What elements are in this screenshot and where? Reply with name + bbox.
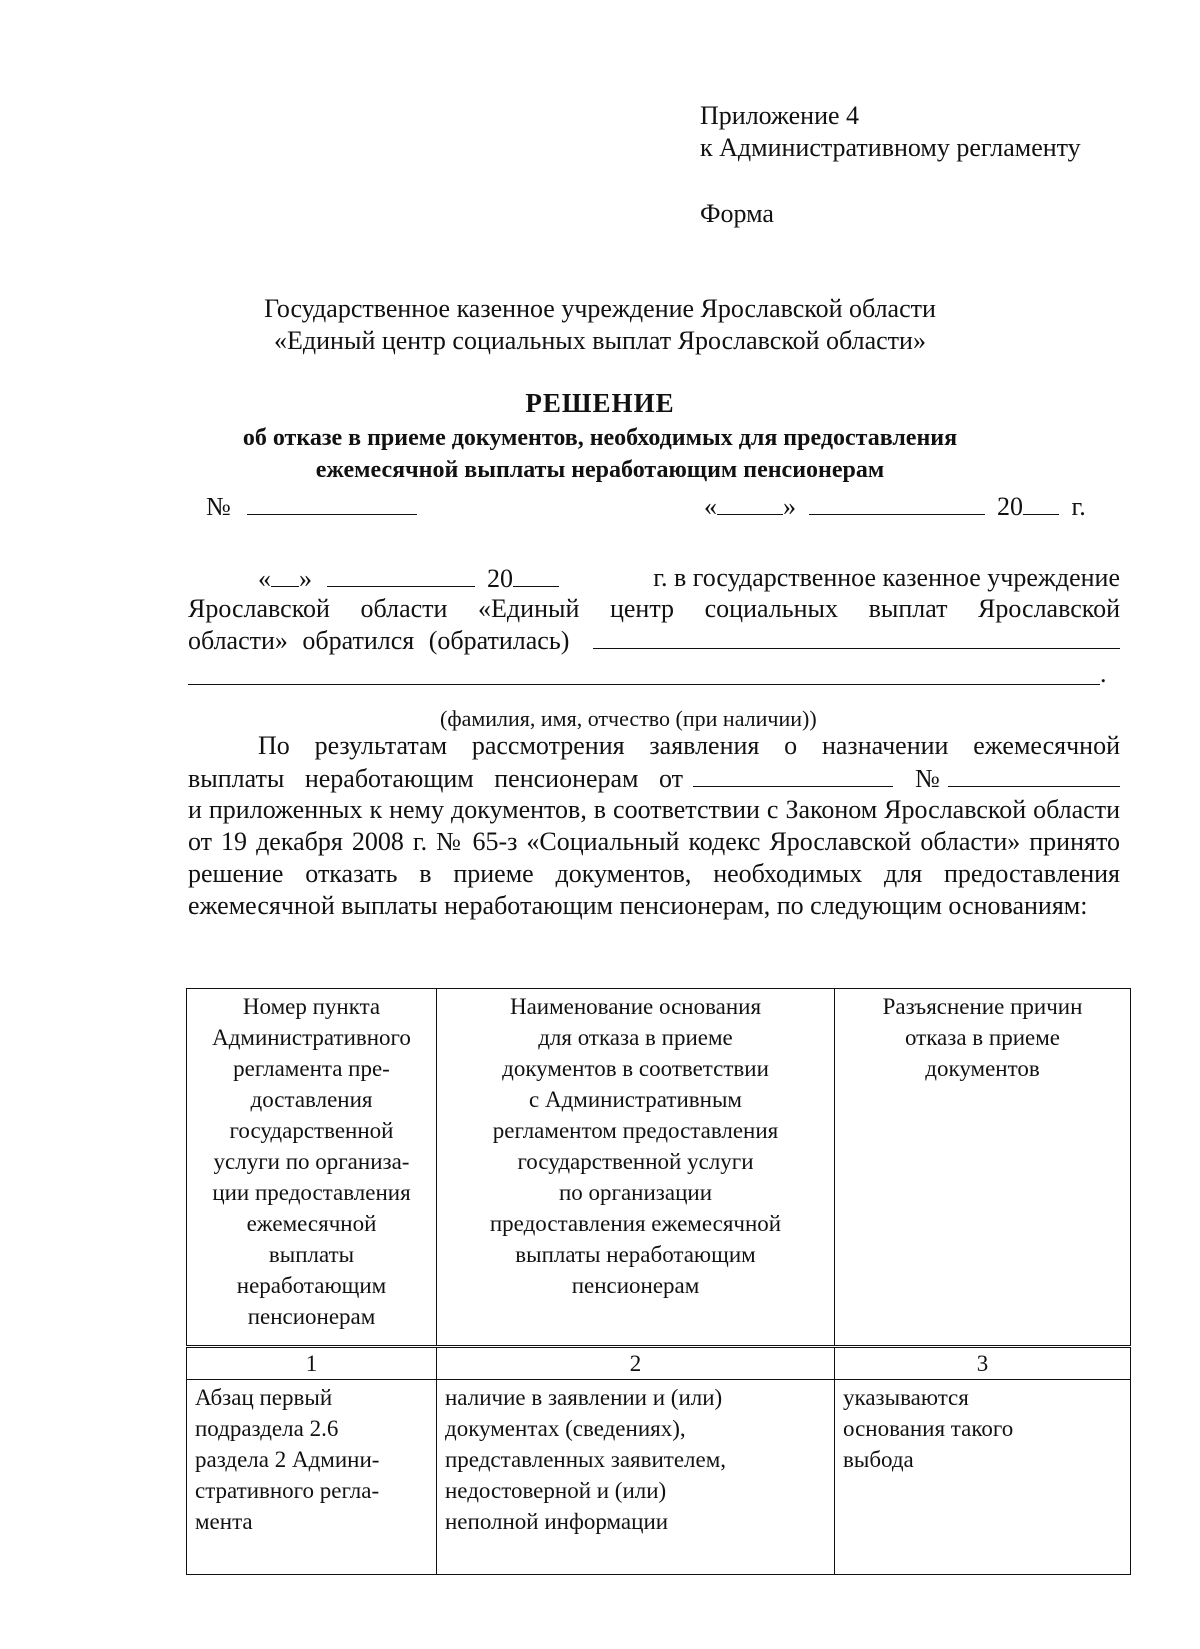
decision-month-field[interactable] — [809, 490, 985, 515]
applicant-name-caption: (фамилия, имя, отчество (при наличии)) — [440, 706, 817, 731]
results-line-1: По результатам рассмотрения заявления о назначении ежемесячной — [258, 731, 1120, 760]
decision-number-row — [206, 490, 417, 523]
subtitle-line-2: ежемесячной выплаты неработающим пенсионерам — [315, 457, 885, 483]
table-cell-regulation-item: Абзац первый подраздела 2.6 раздела 2 Админи- стративного регла- мента — [187, 1380, 437, 1575]
table-cell-refusal-ground: наличие в заявлении и (или) документах (сведениях), представленных заявителем, недостоверной и (или) неполной информации — [437, 1380, 835, 1575]
appeal-day-field[interactable] — [271, 562, 299, 587]
appeal-quote-close: » — [299, 564, 312, 593]
appeal-text-1: г. в государственное казенное учреждение — [653, 563, 1120, 592]
appeal-year-prefix: 20 — [487, 564, 513, 593]
appeal-line-1 — [258, 562, 1120, 595]
organization-name — [0, 293, 1200, 357]
appeal-month-field[interactable] — [327, 562, 475, 587]
appeal-end-period: . — [1100, 659, 1107, 688]
appeal-quote-open: « — [258, 564, 271, 593]
organization-line-2: «Единый центр социальных выплат Ярославской области» — [274, 326, 926, 355]
application-number-field[interactable] — [948, 762, 1120, 787]
date-quote-close: » — [783, 492, 796, 521]
column-header-regulation-item: Номер пункта Административного регламента пре- доставления государственной услуги по организа- ции предоставления ежемесячной выплаты неработающим пенсионерам — [187, 989, 437, 1347]
refusal-grounds-table — [186, 988, 1131, 1575]
column-number: 2 — [437, 1347, 835, 1380]
date-quote-open: « — [704, 492, 717, 521]
table-header-row — [187, 989, 1131, 1347]
decision-day-field[interactable] — [717, 490, 783, 515]
subtitle-line-1: об отказе в приеме документов, необходимых для предоставления — [242, 425, 958, 451]
results-line-2 — [188, 762, 1120, 795]
form-label: Форма — [700, 199, 774, 228]
organization-line-1: Государственное казенное учреждение Ярославской области — [264, 294, 936, 323]
appeal-text-3: области» обратился (обратилась) — [188, 626, 570, 655]
number-sign: № — [206, 492, 231, 521]
column-header-explanation: Разъяснение причин отказа в приеме документов — [835, 989, 1131, 1347]
appendix-title: Приложение 4 — [700, 101, 860, 130]
column-number: 1 — [187, 1347, 437, 1380]
year-prefix: 20 — [997, 492, 1023, 521]
column-number: 3 — [835, 1347, 1131, 1380]
applicant-name-field-continuation[interactable] — [188, 684, 1100, 685]
application-date-field[interactable] — [693, 762, 893, 787]
table-cell-explanation: указываются основания такого выбода — [835, 1380, 1131, 1575]
application-number-sign: № — [915, 764, 940, 793]
document-title: РЕШЕНИЕ — [525, 388, 675, 418]
results-paragraph-rest: и приложенных к нему документов, в соответствии с Законом Ярославской области от 19 декабря 2008 г. № 65-з «Социальный кодекс Ярославской области» принято решение отказать в приеме документов, необходимых для предоставления ежемесячной выплаты неработающим пенсионерам, по следующим основаниям: — [188, 795, 1120, 920]
appeal-line-2: Ярославской области «Единый центр социальных выплат Ярославской — [188, 594, 1120, 623]
appeal-year-field[interactable] — [513, 562, 559, 587]
column-numbers-row — [187, 1347, 1131, 1380]
results-text-2: выплаты неработающим пенсионерам от — [188, 764, 684, 793]
column-header-refusal-ground: Наименование основания для отказа в приеме документов в соответствии с Административным регламентом предоставления государственной услуги по организации предоставления ежемесячной выплаты неработающим пенсионерам — [437, 989, 835, 1347]
year-suffix: г. — [1071, 492, 1086, 521]
appendix-header — [700, 100, 1081, 164]
decision-year-field[interactable] — [1023, 490, 1059, 515]
table-row — [187, 1380, 1131, 1575]
appeal-line-3 — [188, 624, 1120, 657]
decision-date-row — [704, 490, 1086, 523]
decision-number-field[interactable] — [247, 490, 417, 515]
appendix-reference: к Административному регламенту — [700, 133, 1081, 162]
document-subtitle — [0, 422, 1200, 486]
applicant-name-field[interactable] — [593, 624, 1120, 649]
